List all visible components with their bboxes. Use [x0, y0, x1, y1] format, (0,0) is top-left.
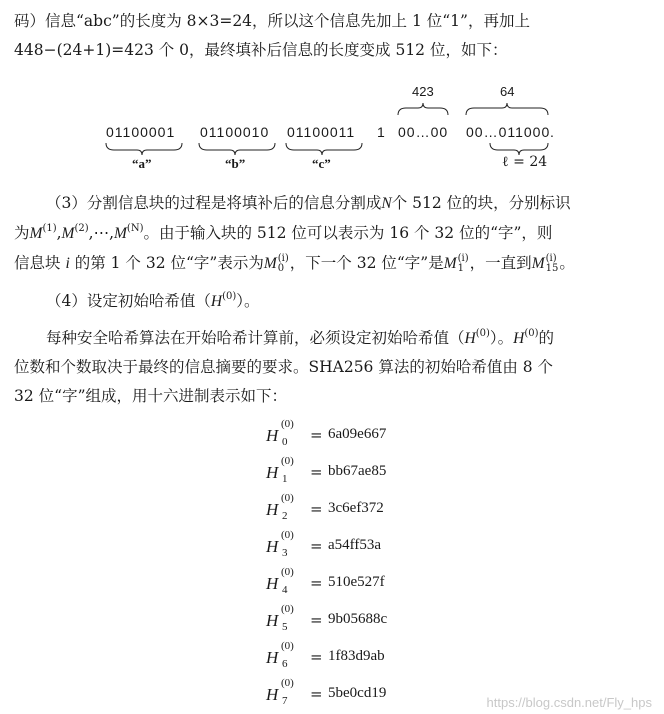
hash-superscript: (0): [281, 640, 294, 652]
label-b: “b”: [225, 156, 246, 171]
hash-symbol: H: [266, 685, 279, 704]
hash-symbol: H: [266, 426, 279, 445]
equals-sign: =: [310, 537, 323, 555]
hash-row: [266, 455, 526, 487]
length-bits: 00…011000: [466, 124, 551, 140]
byte-b: 01100010: [200, 124, 270, 140]
hash-value: a54ff53a: [328, 537, 382, 553]
brace-c: [284, 142, 364, 156]
hash-superscript: (0): [281, 455, 294, 467]
length-bits-count-label: 64: [500, 84, 515, 99]
init-para-line-2: 位数和个数取决于最终的信息摘要的要求。SHA256 算法的初始哈希值由 8 个: [14, 358, 554, 376]
hash-value: 3c6ef372: [328, 500, 384, 516]
paragraph-line-2: 448−(24+1)=423 个 0，最终填补后信息的长度变成 512 位，如下：: [14, 41, 508, 59]
hash-superscript: (0): [281, 529, 294, 541]
hash-row: [266, 492, 526, 524]
hash-subscript: 2: [282, 510, 288, 522]
hash-subscript: 5: [282, 621, 288, 633]
hash-subscript: 3: [282, 547, 288, 559]
byte-c: 01100011: [287, 124, 356, 140]
hash-value: 510e527f: [328, 574, 385, 590]
hash-subscript: 6: [282, 658, 288, 670]
brace-a: [104, 142, 184, 156]
init-para-line-3: 32 位“字”组成，用十六进制表示如下：: [14, 387, 287, 405]
hash-value: 1f83d9ab: [328, 648, 385, 664]
paragraph-line-1: 码）信息“abc”的长度为 8×3=24，所以这个信息先加上 1 位“1”，再加上: [14, 12, 530, 30]
hash-symbol: H: [266, 537, 279, 556]
brace-b: [197, 142, 277, 156]
init-para-line-1: 每种安全哈希算法在开始哈希计算前，必须设定初始哈希值$(H^{(0)})$。$H^{(0)}$的: [46, 328, 555, 347]
label-a: “a”: [132, 156, 152, 171]
zero-padding-bits: 00…00: [398, 124, 449, 140]
hash-row: [266, 603, 526, 635]
watermark: https://blog.csdn.net/Fly_hps: [486, 695, 652, 710]
step3-line-3: 信息块 i 的第 1 个 32 位“字”表示为M (i) 0 ，下一个 32 位“字”是M (i) 1 ，一直到M (i) 15 。: [14, 253, 575, 274]
hash-symbol: H: [266, 574, 279, 593]
hash-subscript: 4: [282, 584, 288, 596]
hash-value: bb67ae85: [328, 463, 387, 479]
figure-period: .: [550, 124, 555, 140]
equals-sign: =: [310, 426, 323, 444]
equals-sign: =: [310, 574, 323, 592]
equals-sign: =: [310, 463, 323, 481]
hash-subscript: 7: [282, 695, 288, 707]
hash-symbol: H: [266, 611, 279, 630]
hash-superscript: (0): [281, 492, 294, 504]
step3-line-1: （3）分割信息块的过程是将填补后的信息分割成N个 512 位的块，分别标识: [46, 194, 571, 212]
hash-symbol: H: [266, 648, 279, 667]
step3-line-2: 为$M^{(1)},M^{(2)},\cdots,M^{(N)}$。由于输入块的 512 位可以表示为 16 个 32 位的“字”，则: [14, 223, 553, 242]
hash-symbol: H: [266, 500, 279, 519]
hash-superscript: (0): [281, 603, 294, 615]
hash-row: [266, 418, 526, 450]
hash-row: [266, 640, 526, 672]
hash-row: [266, 566, 526, 598]
hash-value: 6a09e667: [328, 426, 387, 442]
hash-symbol: H: [266, 463, 279, 482]
single-one-bit: 1: [377, 124, 386, 140]
equals-sign: =: [310, 611, 323, 629]
equals-sign: =: [310, 500, 323, 518]
ell-equals-24: ℓ = 24: [502, 154, 548, 170]
hash-row: [266, 529, 526, 561]
equals-sign: =: [310, 648, 323, 666]
hash-superscript: (0): [281, 566, 294, 578]
hash-subscript: 1: [282, 473, 288, 485]
hash-value: 9b05688c: [328, 611, 388, 627]
hash-superscript: (0): [281, 677, 294, 689]
hash-value: 5be0cd19: [328, 685, 387, 701]
hash-subscript: 0: [282, 436, 288, 448]
zeros-count-label: 423: [412, 84, 434, 99]
hash-superscript: (0): [281, 418, 294, 430]
top-brace-423: [396, 102, 450, 116]
step4-heading: （4）设定初始哈希值$(H^{(0)})$。: [46, 291, 260, 310]
label-c: “c”: [312, 156, 331, 171]
padded-message-figure: [0, 84, 664, 174]
byte-a: 01100001: [106, 124, 176, 140]
equals-sign: =: [310, 685, 323, 703]
top-brace-64: [464, 102, 550, 116]
